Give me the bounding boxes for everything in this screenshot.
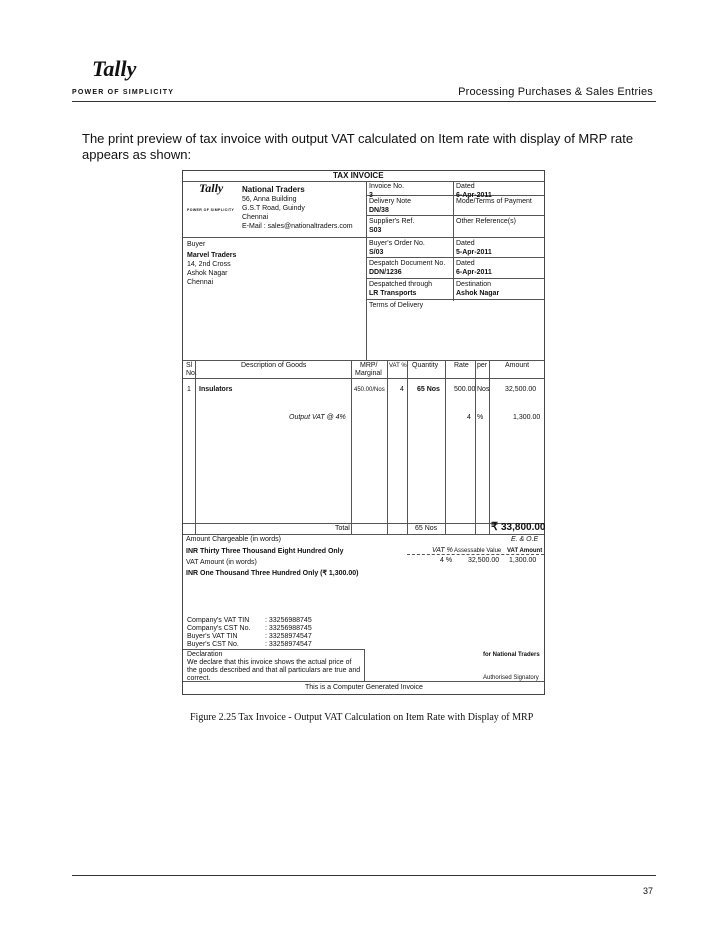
declaration-text: correct. — [187, 675, 211, 682]
destination: Ashok Nagar — [456, 290, 500, 297]
item-amount: 32,500.00 — [505, 386, 537, 393]
vat-summary-assessable-header: Assessable Value — [454, 548, 502, 554]
total-label: Total — [335, 525, 350, 532]
despatch-doc-label: Despatch Document No. — [369, 260, 446, 267]
eoe: E. & O.E — [511, 536, 539, 543]
divider — [366, 215, 544, 216]
figure-caption: Figure 2.25 Tax Invoice - Output VAT Calculation on Item Rate with Display of MRP — [190, 712, 534, 723]
item-rate: 500.00 — [454, 386, 476, 393]
item-vat: 4 — [400, 386, 404, 393]
despatched-through: LR Transports — [369, 290, 417, 297]
page-number: 37 — [642, 886, 653, 896]
invoice-title: TAX INVOICE — [333, 171, 384, 180]
divider — [364, 649, 365, 681]
total-amount: 33,800.00 — [501, 522, 546, 533]
col-per: per — [477, 362, 488, 369]
col-description: Description of Goods — [241, 362, 307, 369]
order-dated-label: Dated — [456, 240, 475, 247]
col-vat: VAT % — [389, 363, 407, 369]
for-company: for National Traders — [483, 652, 540, 658]
chapter-title: Processing Purchases & Sales Entries — [458, 86, 653, 98]
invoice-logo: Tally — [199, 181, 224, 195]
divider — [183, 181, 544, 182]
dated-label: Dated — [456, 183, 475, 190]
item-quantity: 65 Nos — [417, 386, 440, 393]
despatch-doc-no: DDN/1236 — [369, 269, 402, 276]
tax-amount: 1,300.00 — [513, 414, 541, 421]
col-amount: Amount — [505, 362, 530, 369]
buyers-order-no: S/03 — [369, 249, 384, 256]
company-email: E-Mail : sales@nationaltraders.com — [242, 223, 353, 230]
vat-summary-vat: 4 % — [440, 557, 453, 564]
invoice-footer: This is a Computer Generated Invoice — [305, 684, 423, 691]
tax-invoice — [182, 170, 545, 695]
despatch-date: 6-Apr-2011 — [456, 269, 492, 276]
buyer-vat-tin-label: Buyer's VAT TIN — [187, 633, 238, 640]
buyer-address-line: Ashok Nagar — [187, 270, 228, 277]
col-rate: Rate — [454, 362, 469, 369]
divider — [407, 360, 408, 534]
suppliers-ref-label: Supplier's Ref. — [369, 218, 415, 225]
company-city: Chennai — [242, 214, 269, 221]
vat-words-label: VAT Amount (in words) — [186, 559, 257, 566]
despatched-through-label: Despatched through — [369, 281, 433, 288]
buyer-address-line: 14, 2nd Cross — [187, 261, 231, 268]
divider — [453, 181, 454, 301]
invoice-date: 6-Apr-2011 — [456, 192, 492, 199]
amount-in-words: INR Thirty Three Thousand Eight Hundred Only — [186, 548, 344, 555]
other-reference-label: Other Reference(s) — [456, 218, 516, 225]
buyer-city: Chennai — [187, 279, 214, 286]
col-mrp-marginal: Marginal — [355, 370, 382, 377]
company-cst: : 33256988745 — [265, 625, 312, 632]
company-address-line: G.S.T Road, Guindy — [242, 205, 305, 212]
declaration-text: We declare that this invoice shows the actual price of — [187, 659, 352, 666]
total-quantity: 65 Nos — [415, 525, 438, 532]
divider — [366, 195, 544, 196]
tax-per: % — [477, 414, 484, 421]
divider — [183, 523, 544, 524]
vat-summary-amount-header: VAT Amount — [507, 548, 543, 554]
item-per: Nos — [477, 386, 490, 393]
tax-rate: 4 — [467, 414, 471, 421]
intro-paragraph: The print preview of tax invoice with output VAT calculated on Item rate with display of MRP rate appears as shown: — [82, 131, 634, 162]
buyers-order-label: Buyer's Order No. — [369, 240, 425, 247]
vat-summary-vat-header: VAT % — [432, 547, 453, 554]
item-sl: 1 — [187, 386, 191, 393]
delivery-note: DN/38 — [369, 207, 389, 214]
divider — [366, 181, 367, 361]
order-date: 5-Apr-2011 — [456, 249, 492, 256]
declaration-label: Declaration — [187, 651, 223, 658]
vat-amount-in-words: INR One Thousand Three Hundred Only (₹ 1,300.00) — [186, 570, 359, 577]
tax-description: Output VAT @ 4% — [289, 414, 346, 421]
divider — [387, 360, 388, 534]
tally-logo: Tally — [92, 56, 137, 81]
authorised-signatory: Authorised Signatory — [483, 675, 539, 681]
invoice-no-label: Invoice No. — [369, 183, 405, 190]
col-no: No. — [186, 370, 197, 377]
company-address-line: 56, Anna Building — [242, 196, 297, 203]
divider — [195, 360, 196, 534]
company-vat-tin: : 33256988745 — [265, 617, 312, 624]
divider — [351, 360, 352, 534]
divider — [183, 534, 544, 535]
buyer-label: Buyer — [187, 241, 206, 248]
buyer-vat-tin: : 33258974547 — [265, 633, 312, 640]
vat-summary-amount: 1,300.00 — [509, 557, 537, 564]
vat-summary-assessable: 32,500.00 — [468, 557, 500, 564]
logo-tagline: POWER OF SIMPLICITY — [72, 89, 175, 96]
divider — [183, 649, 364, 650]
divider — [366, 257, 544, 258]
col-sl: Sl — [186, 362, 193, 369]
divider — [366, 278, 544, 279]
destination-label: Destination — [456, 281, 492, 288]
divider — [445, 360, 446, 534]
footer-rule — [72, 875, 656, 876]
suppliers-ref: S03 — [369, 227, 382, 234]
invoice-logo-tagline: POWER OF SIMPLICITY — [187, 208, 235, 212]
payment-terms-label: Mode/Terms of Payment — [456, 198, 532, 205]
despatch-dated-label: Dated — [456, 260, 475, 267]
company-name: National Traders — [242, 185, 305, 194]
amount-words-label: Amount Chargeable (in words) — [186, 536, 281, 543]
company-vat-tin-label: Company's VAT TIN — [187, 617, 250, 624]
declaration-text: the goods described and that all particulars are true and — [187, 667, 361, 674]
divider — [366, 299, 544, 300]
col-quantity: Quantity — [412, 362, 439, 369]
item-description: Insulators — [199, 386, 233, 393]
company-cst-label: Company's CST No. — [187, 625, 251, 632]
col-mrp: MRP/ — [360, 362, 378, 369]
header-rule — [72, 101, 656, 102]
invoice-no: 3 — [369, 192, 373, 199]
terms-of-delivery-label: Terms of Delivery — [369, 302, 424, 309]
item-mrp: 450.00/Nos — [354, 387, 385, 393]
divider — [183, 237, 544, 238]
buyer-cst: : 33258974547 — [265, 641, 312, 648]
rupee-symbol: ₹ — [491, 521, 498, 533]
buyer-name: Marvel Traders — [187, 252, 237, 259]
delivery-note-label: Delivery Note — [369, 198, 412, 205]
buyer-cst-label: Buyer's CST No. — [187, 641, 239, 648]
